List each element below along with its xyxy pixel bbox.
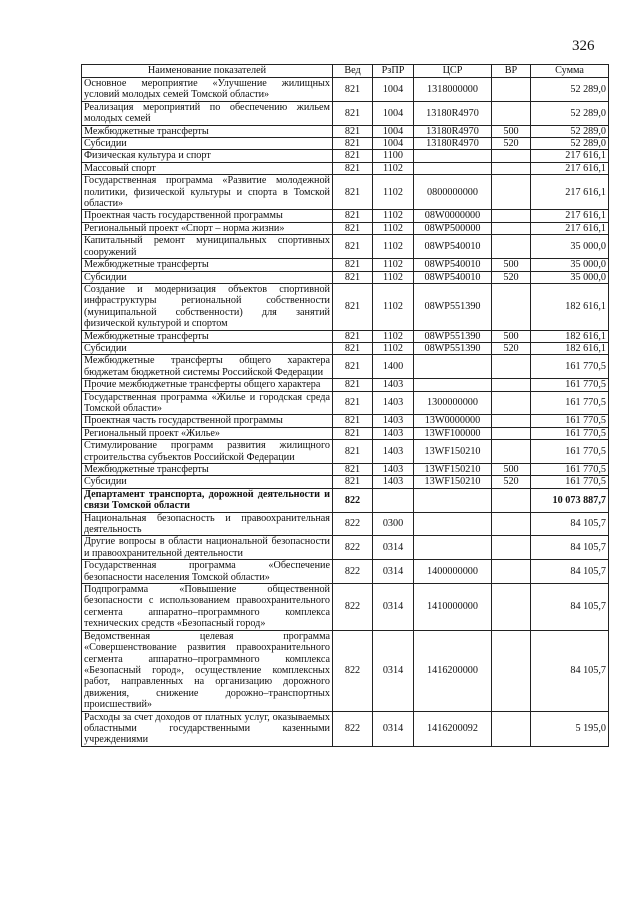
cell-csr: 13WF150210: [414, 464, 492, 476]
cell-ved: 821: [333, 476, 373, 488]
cell-ved: 822: [333, 560, 373, 584]
cell-csr: 1400000000: [414, 560, 492, 584]
cell-csr: [414, 355, 492, 379]
cell-sum: 52 289,0: [531, 78, 609, 102]
cell-vr: [492, 440, 531, 464]
cell-ved: 822: [333, 584, 373, 631]
cell-csr: [414, 150, 492, 162]
header-sum: Сумма: [531, 65, 609, 78]
cell-rzpr: 1102: [373, 330, 414, 342]
cell-rzpr: 1403: [373, 476, 414, 488]
cell-ved: 821: [333, 379, 373, 391]
cell-rzpr: 1102: [373, 175, 414, 210]
cell-vr: [492, 175, 531, 210]
cell-ved: 821: [333, 210, 373, 222]
cell-rzpr: 1102: [373, 271, 414, 283]
cell-sum: 84 105,7: [531, 630, 609, 711]
header-ved: Вед: [333, 65, 373, 78]
cell-sum: 161 770,5: [531, 355, 609, 379]
table-row: [82, 162, 609, 174]
table-row: [82, 440, 609, 464]
table-row: [82, 78, 609, 102]
cell-rzpr: 0314: [373, 584, 414, 631]
table-row: [82, 259, 609, 271]
cell-name: Межбюджетные трансферты: [82, 464, 333, 476]
cell-sum: 35 000,0: [531, 235, 609, 259]
cell-ved: 821: [333, 283, 373, 330]
cell-vr: [492, 711, 531, 746]
table-row: [82, 464, 609, 476]
cell-vr: [492, 536, 531, 560]
cell-rzpr: 1102: [373, 283, 414, 330]
cell-csr: 13WF150210: [414, 476, 492, 488]
cell-csr: 1410000000: [414, 584, 492, 631]
table-row: [82, 330, 609, 342]
cell-name: Государственная программа «Жилье и городская среда Томской области»: [82, 391, 333, 415]
cell-rzpr: 1102: [373, 162, 414, 174]
cell-ved: 821: [333, 440, 373, 464]
table-row: [82, 101, 609, 125]
cell-csr: 08WP540010: [414, 259, 492, 271]
page-number: 326: [572, 38, 595, 54]
cell-rzpr: 1403: [373, 464, 414, 476]
cell-vr: 500: [492, 125, 531, 137]
cell-rzpr: 1004: [373, 101, 414, 125]
table-row: [82, 271, 609, 283]
header-vr: ВР: [492, 65, 531, 78]
cell-sum: 161 770,5: [531, 464, 609, 476]
cell-vr: [492, 222, 531, 234]
cell-csr: [414, 162, 492, 174]
budget-table: [81, 64, 609, 747]
cell-name: Прочие межбюджетные трансферты общего характера: [82, 379, 333, 391]
cell-name: Стимулирование программ развития жилищного строительства субъектов Российской Федерации: [82, 440, 333, 464]
cell-vr: [492, 355, 531, 379]
cell-vr: 520: [492, 138, 531, 150]
cell-sum: 52 289,0: [531, 125, 609, 137]
table-row: [82, 584, 609, 631]
cell-vr: 500: [492, 464, 531, 476]
cell-vr: [492, 379, 531, 391]
cell-sum: 161 770,5: [531, 391, 609, 415]
cell-ved: 821: [333, 464, 373, 476]
cell-name: Массовый спорт: [82, 162, 333, 174]
cell-name: Физическая культура и спорт: [82, 150, 333, 162]
cell-sum: 5 195,0: [531, 711, 609, 746]
cell-rzpr: 1004: [373, 78, 414, 102]
cell-rzpr: 1102: [373, 210, 414, 222]
cell-sum: 182 616,1: [531, 342, 609, 354]
cell-rzpr: 1403: [373, 427, 414, 439]
cell-csr: 08WP540010: [414, 235, 492, 259]
cell-sum: 84 105,7: [531, 560, 609, 584]
cell-csr: 08W0000000: [414, 210, 492, 222]
cell-sum: 182 616,1: [531, 330, 609, 342]
cell-name: Межбюджетные трансферты: [82, 330, 333, 342]
cell-sum: 182 616,1: [531, 283, 609, 330]
cell-sum: 161 770,5: [531, 427, 609, 439]
cell-sum: 35 000,0: [531, 259, 609, 271]
cell-name: Ведомственная целевая программа «Совершенствование развития правоохранительного сегмента аппаратно–программного комплекса «Безопасный город», осуществление комплексных работ, направленных на организацию дорожного движения, снижение дорожно–транспортных происшествий»: [82, 630, 333, 711]
header-rzpr: РзПР: [373, 65, 414, 78]
cell-name: Субсидии: [82, 476, 333, 488]
cell-vr: [492, 584, 531, 631]
cell-rzpr: 1403: [373, 379, 414, 391]
cell-sum: 52 289,0: [531, 138, 609, 150]
cell-vr: [492, 78, 531, 102]
cell-sum: 84 105,7: [531, 536, 609, 560]
cell-vr: [492, 283, 531, 330]
cell-rzpr: 1403: [373, 440, 414, 464]
cell-ved: 821: [333, 330, 373, 342]
header-name: Наименование показателей: [82, 65, 333, 78]
cell-rzpr: 1102: [373, 235, 414, 259]
cell-ved: 821: [333, 162, 373, 174]
cell-rzpr: 1004: [373, 138, 414, 150]
cell-sum: 217 616,1: [531, 222, 609, 234]
cell-name: Субсидии: [82, 138, 333, 150]
cell-csr: 08WP540010: [414, 271, 492, 283]
table-row: [82, 175, 609, 210]
cell-csr: [414, 536, 492, 560]
cell-name: Региональный проект «Жилье»: [82, 427, 333, 439]
cell-name: Проектная часть государственной программы: [82, 210, 333, 222]
cell-rzpr: 1004: [373, 125, 414, 137]
cell-name: Межбюджетные трансферты общего характера бюджетам бюджетной системы Российской Федерации: [82, 355, 333, 379]
cell-ved: 821: [333, 175, 373, 210]
cell-ved: 821: [333, 427, 373, 439]
cell-name: Другие вопросы в области национальной безопасности и правоохранительной деятельности: [82, 536, 333, 560]
cell-name: Региональный проект «Спорт – норма жизни»: [82, 222, 333, 234]
cell-sum: 217 616,1: [531, 150, 609, 162]
table-row: [82, 711, 609, 746]
cell-csr: 08WP551390: [414, 342, 492, 354]
table-row: [82, 560, 609, 584]
cell-rzpr: [373, 488, 414, 512]
cell-vr: [492, 150, 531, 162]
cell-vr: [492, 391, 531, 415]
cell-rzpr: 0314: [373, 630, 414, 711]
cell-name: Основное мероприятие «Улучшение жилищных условий молодых семей Томской области»: [82, 78, 333, 102]
cell-csr: 1300000000: [414, 391, 492, 415]
cell-name: Субсидии: [82, 271, 333, 283]
cell-sum: 161 770,5: [531, 415, 609, 427]
cell-vr: [492, 427, 531, 439]
table-row: [82, 536, 609, 560]
cell-name: Государственная программа «Развитие молодежной политики, физической культуры и спорта в Томской области»: [82, 175, 333, 210]
cell-rzpr: 1102: [373, 342, 414, 354]
cell-sum: 84 105,7: [531, 512, 609, 536]
cell-sum: 52 289,0: [531, 101, 609, 125]
cell-ved: 822: [333, 536, 373, 560]
table-row: [82, 355, 609, 379]
cell-ved: 822: [333, 711, 373, 746]
cell-name: Подпрограмма «Повышение общественной безопасности с использованием правоохранительного сегмента аппаратно–программного комплекса технических средств «Безопасный город»: [82, 584, 333, 631]
table-row: [82, 379, 609, 391]
cell-csr: 13WF150210: [414, 440, 492, 464]
table-row: [82, 235, 609, 259]
table-row: [82, 210, 609, 222]
cell-csr: [414, 488, 492, 512]
cell-rzpr: 1400: [373, 355, 414, 379]
cell-vr: 500: [492, 259, 531, 271]
cell-ved: 821: [333, 101, 373, 125]
cell-sum: 161 770,5: [531, 476, 609, 488]
cell-csr: 13180R4970: [414, 125, 492, 137]
cell-name: Расходы за счет доходов от платных услуг, оказываемых областными государственными казенными учреждениями: [82, 711, 333, 746]
cell-rzpr: 1403: [373, 415, 414, 427]
cell-csr: 13180R4970: [414, 101, 492, 125]
cell-vr: [492, 415, 531, 427]
cell-csr: 08WP551390: [414, 330, 492, 342]
cell-ved: 821: [333, 342, 373, 354]
table-row: [82, 630, 609, 711]
cell-name: Межбюджетные трансферты: [82, 125, 333, 137]
header-csr: ЦСР: [414, 65, 492, 78]
cell-vr: 520: [492, 476, 531, 488]
cell-ved: 821: [333, 125, 373, 137]
cell-name: Реализация мероприятий по обеспечению жильем молодых семей: [82, 101, 333, 125]
cell-rzpr: 0314: [373, 536, 414, 560]
cell-rzpr: 0300: [373, 512, 414, 536]
cell-rzpr: 1102: [373, 222, 414, 234]
cell-vr: [492, 630, 531, 711]
table-row: [82, 391, 609, 415]
cell-vr: [492, 488, 531, 512]
table-row: [82, 342, 609, 354]
cell-ved: 821: [333, 259, 373, 271]
cell-csr: 08WP551390: [414, 283, 492, 330]
cell-csr: [414, 512, 492, 536]
cell-vr: [492, 560, 531, 584]
cell-ved: 822: [333, 512, 373, 536]
cell-csr: 1416200000: [414, 630, 492, 711]
cell-rzpr: 1100: [373, 150, 414, 162]
cell-name: Субсидии: [82, 342, 333, 354]
cell-vr: 520: [492, 342, 531, 354]
cell-vr: 500: [492, 330, 531, 342]
cell-vr: [492, 101, 531, 125]
cell-sum: 10 073 887,7: [531, 488, 609, 512]
table-row: [82, 415, 609, 427]
cell-csr: 08WP500000: [414, 222, 492, 234]
cell-ved: 821: [333, 150, 373, 162]
cell-sum: 161 770,5: [531, 379, 609, 391]
cell-name: Проектная часть государственной программы: [82, 415, 333, 427]
table-row: [82, 512, 609, 536]
cell-ved: 821: [333, 222, 373, 234]
cell-rzpr: 0314: [373, 711, 414, 746]
cell-csr: 13180R4970: [414, 138, 492, 150]
cell-csr: 0800000000: [414, 175, 492, 210]
table-row: [82, 138, 609, 150]
cell-rzpr: 1403: [373, 391, 414, 415]
cell-ved: 821: [333, 78, 373, 102]
cell-sum: 35 000,0: [531, 271, 609, 283]
table-header-row: [82, 65, 609, 78]
cell-ved: 821: [333, 355, 373, 379]
cell-sum: 161 770,5: [531, 440, 609, 464]
cell-sum: 217 616,1: [531, 175, 609, 210]
cell-sum: 217 616,1: [531, 210, 609, 222]
cell-csr: 13W0000000: [414, 415, 492, 427]
cell-vr: 520: [492, 271, 531, 283]
cell-csr: [414, 379, 492, 391]
cell-vr: [492, 210, 531, 222]
table-row: [82, 283, 609, 330]
cell-vr: [492, 235, 531, 259]
cell-name: Межбюджетные трансферты: [82, 259, 333, 271]
cell-ved: 821: [333, 271, 373, 283]
cell-name: Капитальный ремонт муниципальных спортивных сооружений: [82, 235, 333, 259]
cell-sum: 217 616,1: [531, 162, 609, 174]
cell-rzpr: 1102: [373, 259, 414, 271]
cell-vr: [492, 162, 531, 174]
cell-csr: 1318000000: [414, 78, 492, 102]
table-row: [82, 488, 609, 512]
table-row: [82, 222, 609, 234]
cell-csr: 13WF100000: [414, 427, 492, 439]
cell-name: Национальная безопасность и правоохранительная деятельность: [82, 512, 333, 536]
table-row: [82, 150, 609, 162]
cell-name: Департамент транспорта, дорожной деятельности и связи Томской области: [82, 488, 333, 512]
cell-vr: [492, 512, 531, 536]
cell-name: Создание и модернизация объектов спортивной инфраструктуры региональной собственности (муниципальной собственности) для занятий физической культурой и спортом: [82, 283, 333, 330]
cell-rzpr: 0314: [373, 560, 414, 584]
cell-ved: 822: [333, 630, 373, 711]
cell-ved: 821: [333, 391, 373, 415]
cell-csr: 1416200092: [414, 711, 492, 746]
cell-name: Государственная программа «Обеспечение безопасности населения Томской области»: [82, 560, 333, 584]
table-row: [82, 427, 609, 439]
cell-ved: 821: [333, 235, 373, 259]
cell-ved: 821: [333, 415, 373, 427]
cell-ved: 821: [333, 138, 373, 150]
cell-ved: 822: [333, 488, 373, 512]
cell-sum: 84 105,7: [531, 584, 609, 631]
table-row: [82, 125, 609, 137]
table-row: [82, 476, 609, 488]
